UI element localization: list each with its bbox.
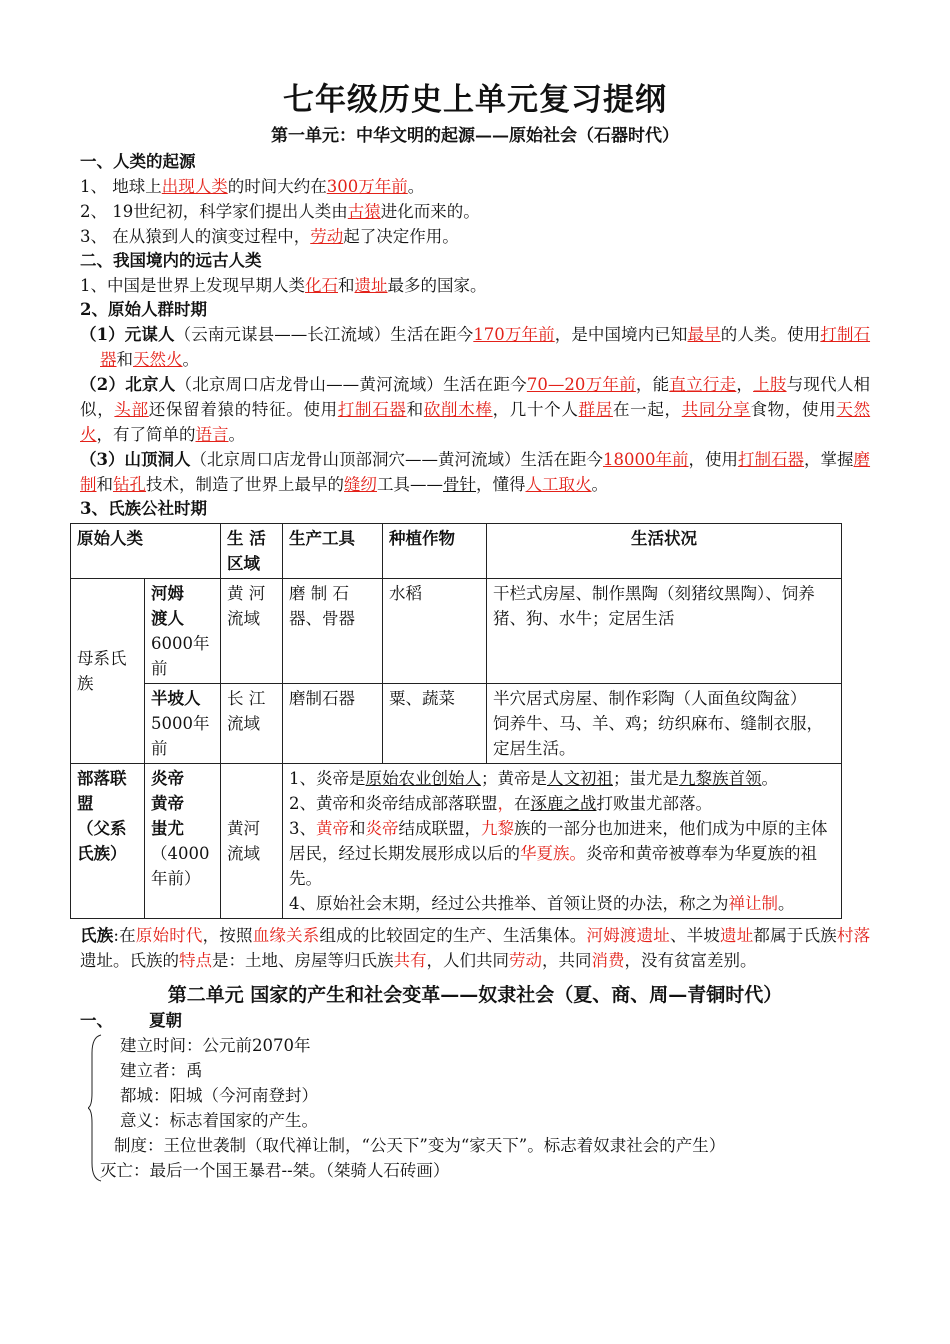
clan-commune-heading: 3、氏族公社时期 [80,499,207,518]
xia-item-fall: 灭亡：最后一个国王暴君--桀。（桀骑人石砖画） [100,1161,450,1180]
tribe-point-2: 2、黄帝和炎帝结成部落联盟，在涿鹿之战打败蚩尤部落。 [289,794,712,813]
header-tools: 生产工具 [283,524,383,579]
origin-line-1: 1、 地球上出现人类的时间大约在300万年前。 [80,177,425,196]
xia-list [80,1033,870,1183]
unit1-heading: 第一单元：中华文明的起源——原始社会（石器时代） [271,126,679,146]
hemudu-tools: 磨 制 石器、骨器 [283,579,383,684]
tribe-point-4: 4、原始社会末期，经过公共推举、首领让贤的办法，称之为禅让制。 [289,894,795,913]
xia-item-founded: 建立时间：公元前2070年 [120,1036,311,1055]
unit2-heading: 第二单元 国家的产生和社会变革——奴隶社会（夏、商、周—青铜时代） [167,984,783,1006]
xia-item-system: 制度：王位世袭制（取代禅让制，“公天下”变为“家天下”。标志着奴隶社会的产生） [114,1136,726,1155]
hemudu-name-cell: 河姆 渡人 6000年前 [145,579,221,684]
section-origin-heading: 一、人类的起源 [80,152,196,171]
document-title: 七年级历史上单元复习提纲 [283,82,667,118]
shandingdong-paragraph: （3）山顶洞人（北京周口店龙骨山顶部洞穴——黄河流域）生活在距今18000年前，使用打制石器，掌握磨制和钻孔技术，制造了世界上最早的缝纫工具——骨针，懂得人工取火。 [80,450,871,494]
hemudu-region: 黄 河 流域 [221,579,283,684]
banpo-name-cell: 半坡人 5000年前 [145,684,221,764]
header-living: 生活状况 [487,524,842,579]
beijing-paragraph: （2）北京人（北京周口店龙骨山——黄河流域）生活在距今70—20万年前，能直立行走，上肢与现代人相似，头部还保留着猿的特征。使用打制石器和砍削木棒，几十个人群居在一起，共同分享食物，使用天然火，有了简单的语言。 [80,375,871,444]
tribe-point-1: 1、炎帝是原始农业创始人；黄帝是人文初祖；蚩尤是九黎族首领。 [289,769,778,788]
table-row-tribal-alliance [71,764,842,919]
origin-line-3: 3、 在从猿到人的演变过程中，劳动起了决定作用。 [80,227,459,246]
left-brace-icon [88,1033,102,1183]
clan-definition: 氏族:在原始时代，按照血缘关系组成的比较固定的生产、生活集体。河姆渡遗址、半坡遗址都属于氏族村落遗址。氏族的特点是：土地、房屋等归氏族共有，人们共同劳动，共同消费，没有贫富差别。 [80,926,871,970]
tribal-alliance-label: 部落联盟 （父系氏族） [71,764,145,919]
table-row-hemudu [71,579,842,684]
banpo-crop: 粟、蔬菜 [383,684,487,764]
origin-line-2: 2、 19世纪初，科学家们提出人类由古猿进化而来的。 [80,202,480,221]
banpo-tools: 磨制石器 [283,684,383,764]
header-primitive-humans: 原始人类 [71,524,221,579]
tribe-description [283,764,842,919]
xia-item-significance: 意义：标志着国家的产生。 [120,1111,318,1130]
document-content [77,80,871,1183]
primitive-group-heading: 2、原始人群时期 [80,300,207,319]
xia-item-capital: 都城：阳城（今河南登封） [120,1086,318,1105]
clan-table [70,523,842,919]
table-row-banpo [71,684,842,764]
tribe-region: 黄河流域 [221,764,283,919]
tribe-leaders-cell: 炎帝 黄帝 蚩尤 （4000年前） [145,764,221,919]
xia-item-founder: 建立者：禹 [120,1061,203,1080]
header-crops: 种植作物 [383,524,487,579]
banpo-region: 长 江 流域 [221,684,283,764]
yuanmou-paragraph: （1）元谋人（云南元谋县——长江流域）生活在距今170万年前，是中国境内已知最早的人类。使用打制石器和天然火。 [80,325,871,369]
header-region: 生 活 区域 [221,524,283,579]
ancient-line-1: 1、中国是世界上发现早期人类化石和遗址最多的国家。 [80,276,487,295]
tribe-point-3: 3、黄帝和炎帝结成联盟，九黎族的一部分也加进来，他们成为中原的主体居民，经过长期发展形成以后的华夏族。炎帝和黄帝被尊奉为华夏族的祖先。 [289,819,828,888]
xia-heading: 一、 夏朝 [80,1011,182,1030]
banpo-life: 半穴居式房屋、制作彩陶（人面鱼纹陶盆） 饲养牛、马、羊、鸡；纺织麻布、缝制衣服，定居生活。 [487,684,842,764]
hemudu-crop: 水稻 [383,579,487,684]
matriarchal-label: 母系氏族 [71,579,145,764]
table-header-row [71,524,842,579]
hemudu-life: 干栏式房屋、制作黑陶（刻猪纹黑陶）、饲养猪、狗、水牛；定居生活 [487,579,842,684]
section-ancient-humans-heading: 二、我国境内的远古人类 [80,251,262,270]
